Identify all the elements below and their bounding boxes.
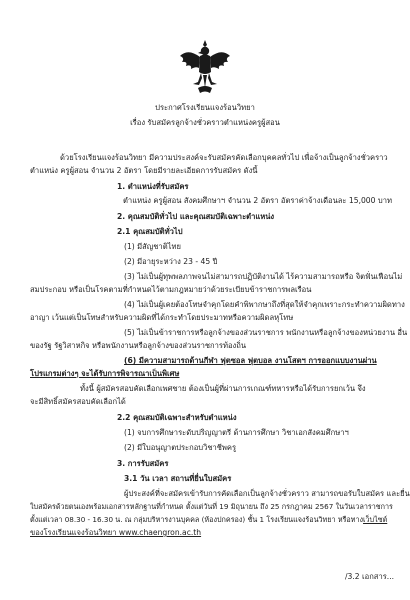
application-line-3 [30,515,387,525]
section-1-heading: 1. ตำแหน่งที่รับสมัคร [117,182,189,191]
announcement-subject: เรื่อง รับสมัครลูกจ้างชั่วคราวตำแหน่งครูผู้สอน [130,118,280,127]
section-2-2-heading: 2.2 คุณสมบัติเฉพาะสำหรับตำแหน่ง [117,413,237,422]
qualification-item: (1) มีสัญชาติไทย [124,242,181,251]
application-line-1: ผู้ประสงค์ที่จะสมัครเข้ารับการคัดเลือกเป็นลูกจ้างชั่วคราว สามารถขอรับใบสมัคร และยื่น [124,489,410,498]
qualification-item-special-cont: โปรแกรมต่างๆ จะได้รับการพิจารณาเป็นพิเศษ [30,369,180,378]
specific-qualification-item: (2) มีใบอนุญาตประกอบวิชาชีพครู [124,443,237,452]
section-2-1-heading: 2.1 คุณสมบัติทั่วไป [117,227,183,236]
qualification-item-special: (6) มีความสามารถด้านกีฬา ฟุตซอล ฟุตบอล งานโสตฯ การออกแบบงานผ่าน [124,356,377,365]
qualification-item: ของรัฐ รัฐวิสาหกิจ หรือพนักงานหรือลูกจ้างของส่วนราชการท้องถิ่น [30,341,247,350]
specific-qualification-item: (1) จบการศึกษาระดับปริญญาตรี ด้านการศึกษา วิชาเอกสังคมศึกษาฯ [124,428,349,437]
section-1-text: ตำแหน่ง ครูผู้สอน สังคมศึกษาฯ จำนวน 2 อัตรา อัตราค่าจ้างเดือนละ 15,000 บาท [123,196,392,205]
announcement-title: ประกาศโรงเรียนแจงร้อนวิทยา [155,103,255,112]
website-link[interactable]: ของโรงเรียนแจงร้อนวิทยา www.chaengron.ac.th [30,528,202,537]
application-line-3-text: ตั้งแต่เวลา 08.30 - 16.30 น. ณ กลุ่มบริหารงานบุคคล (ห้องปกครอง) ชั้น 1 โรงเรียนแจงร้อนวิทยา หรือทาง [30,515,364,524]
military-note-line-1: ทั้งนี้ ผู้สมัครสอบคัดเลือกเพศชาย ต้องเป็นผู้ที่ผ่านการเกณฑ์ทหารหรือได้รับการยกเว้น จึง [80,384,366,393]
qualification-item: สมประกอบ หรือเป็นโรคตามที่กำหนดไว้ตามกฎหมายว่าด้วยระเบียบข้าราชการพลเรือน [30,285,312,294]
qualification-item: (3) ไม่เป็นผู้ทุพพลภาพจนไม่สามารถปฏิบัติงานได้ ไร้ความสามารถหรือ จิตฟั่นเฟือนไม่ [124,272,403,281]
section-3-heading: 3. การรับสมัคร [117,459,169,468]
qualification-item: (2) มีอายุระหว่าง 23 - 45 ปี [124,257,218,266]
qualification-item: (4) ไม่เป็นผู้เคยต้องโทษจำคุกโดยคำพิพากษาถึงที่สุดให้จำคุกเพราะกระทำความผิดทาง [124,300,405,309]
section-2-heading: 2. คุณสมบัติทั่วไป และคุณสมบัติเฉพาะตำแหน่ง [117,212,275,221]
application-line-2: ใบสมัครด้วยตนเองพร้อมเอกสารหลักฐานที่กำหนด ตั้งแต่วันที่ 19 มิถุนายน ถึง 25 กรกฎาคม 2567 ในวันเวลาราชการ [30,502,393,511]
qualification-item: (5) ไม่เป็นข้าราชการหรือลูกจ้างของส่วนราชการ พนักงานหรือลูกจ้างของหน่วยงาน อื่น [124,328,408,337]
section-3-1-heading: 3.1 วัน เวลา สถานที่ยื่นใบสมัคร [124,474,232,483]
military-note-line-2: จะมีสิทธิ์สมัครสอบคัดเลือกได้ [30,397,126,406]
intro-line-2: ตำแหน่ง ครูผู้สอน จำนวน 2 อัตรา โดยมีรายละเอียดการรับสมัคร ดังนี้ [30,166,258,175]
page-continuation: /3.2 เอกสาร... [345,572,395,581]
intro-line-1: ด้วยโรงเรียนแจงร้อนวิทยา มีความประสงค์จะรับสมัครคัดเลือกบุคคลทั่วไป เพื่อจ้างเป็นลูกจ้างชั่วคราว [60,153,388,162]
garuda-emblem-icon [178,38,232,98]
website-label: เว็บไซต์ [363,515,388,524]
qualification-item: อาญา เว้นแต่เป็นโทษสำหรับความผิดที่ได้กระทำโดยประมาทหรือความผิดลหุโทษ [30,313,294,322]
